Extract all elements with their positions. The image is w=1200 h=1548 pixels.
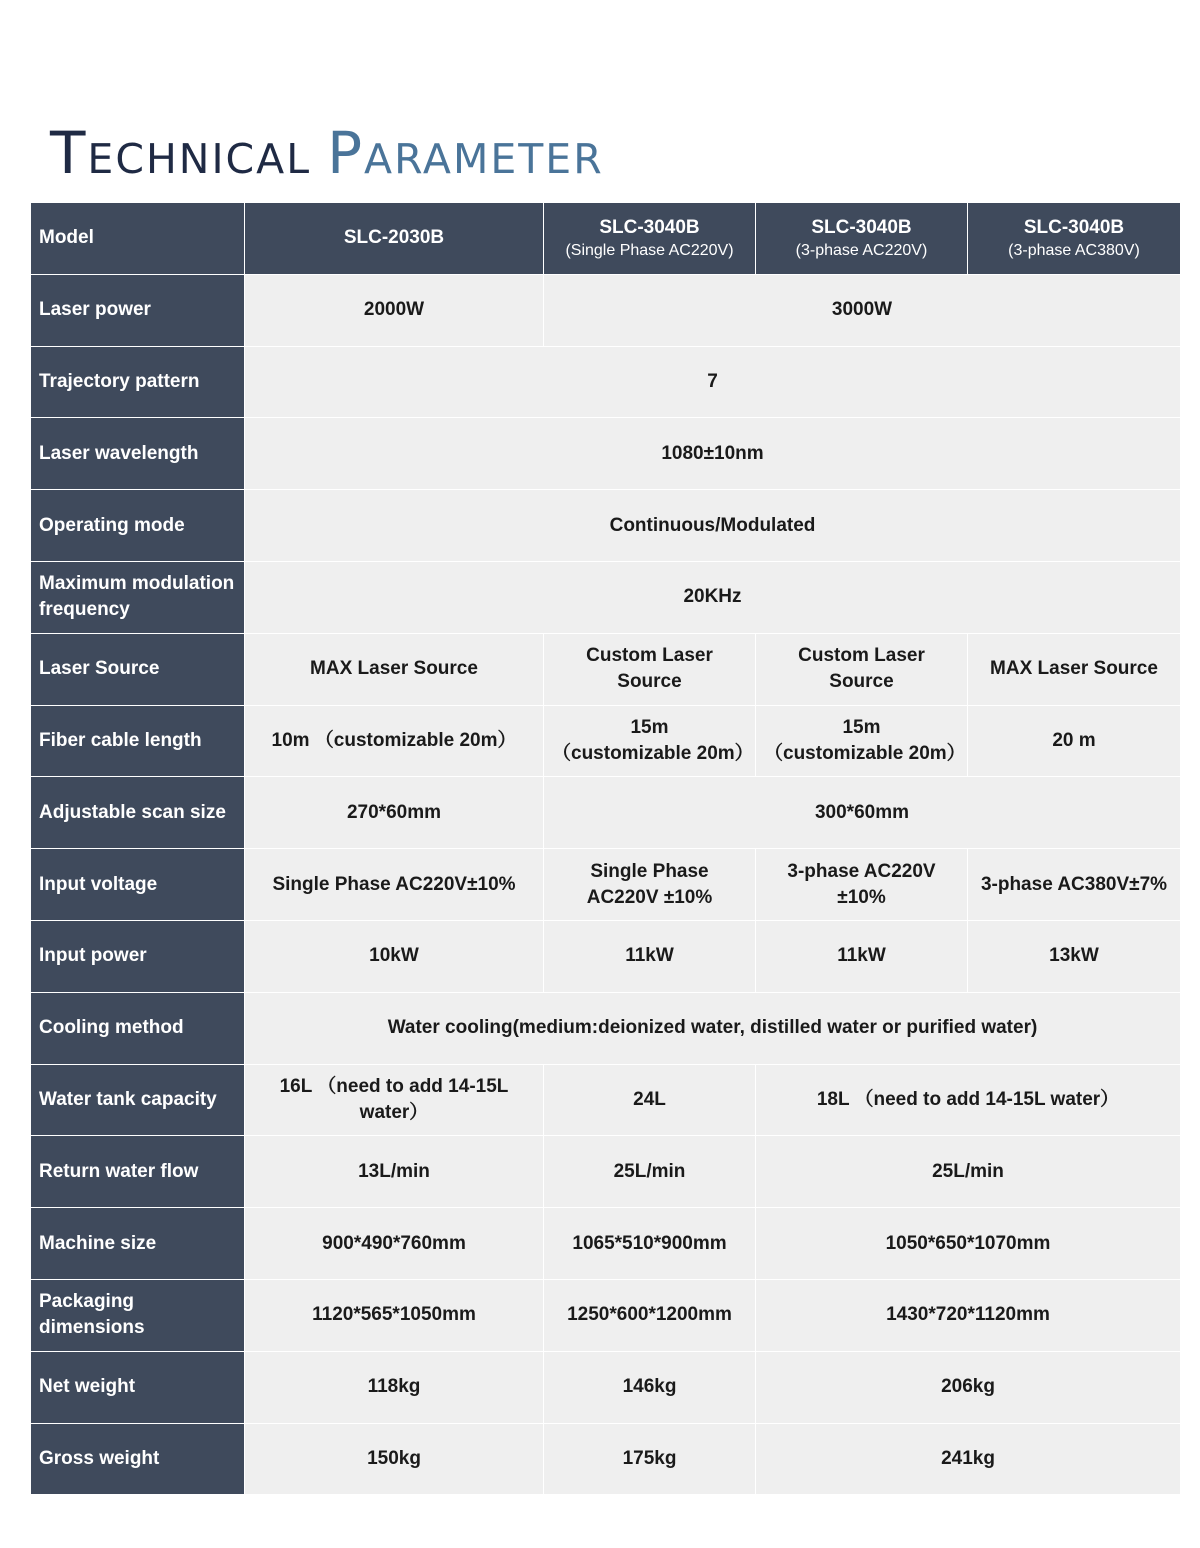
- table-row: [31, 1279, 1181, 1351]
- value-cell: [756, 1136, 1181, 1208]
- table-row: [31, 705, 1181, 777]
- value-text: 13kW: [1049, 945, 1099, 967]
- model-header-row: [31, 203, 1181, 275]
- value-cell: [544, 777, 1181, 849]
- value-text: 175kg: [622, 1447, 677, 1469]
- value-text: 300*60mm: [814, 801, 910, 823]
- value-text: 2000W: [363, 299, 425, 321]
- value-text: Single Phase AC220V±10%: [272, 873, 516, 895]
- value-cell: [756, 1423, 1181, 1495]
- row-label: Fiber cable length: [31, 705, 245, 777]
- value-text: Custom Laser Source: [586, 645, 713, 693]
- value-text-line2: （customizable 20m）: [552, 742, 754, 764]
- value-text: 1065*510*900mm: [572, 1232, 727, 1254]
- value-text: 11kW: [837, 945, 886, 967]
- value-cell: [245, 1351, 544, 1423]
- row-label: Cooling method: [31, 992, 245, 1064]
- value-text: MAX Laser Source: [310, 658, 478, 680]
- value-cell: [756, 920, 968, 992]
- value-text-line2: AC220V ±10%: [586, 886, 713, 908]
- value-text: 1120*565*1050mm: [312, 1304, 476, 1326]
- value-cell: [756, 1064, 1181, 1136]
- row-label: Packaging dimensions: [31, 1279, 245, 1351]
- value-text: Custom Laser Source: [798, 645, 925, 693]
- value-cell: [245, 561, 1181, 633]
- value-text: 146kg: [622, 1376, 677, 1398]
- value-cell: [544, 920, 756, 992]
- value-text: 15m: [842, 716, 881, 738]
- value-cell: [245, 633, 544, 705]
- value-text: 3-phase AC380V±7%: [980, 873, 1168, 895]
- value-text: 241kg: [941, 1447, 995, 1469]
- value-cell: [245, 490, 1181, 562]
- value-text: 24L: [633, 1088, 666, 1110]
- row-label: Operating mode: [31, 490, 245, 562]
- value-text: 900*490*760mm: [322, 1232, 466, 1254]
- value-cell: [756, 705, 968, 777]
- value-cell: [968, 920, 1181, 992]
- technical-parameter-table: [30, 202, 1181, 1495]
- value-text: 1050*650*1070mm: [885, 1232, 1051, 1254]
- page-title: [50, 118, 604, 188]
- table-row: [31, 633, 1181, 705]
- row-label: Input power: [31, 920, 245, 992]
- value-text: 270*60mm: [346, 801, 442, 823]
- value-cell: [544, 1208, 756, 1280]
- value-cell: [245, 1423, 544, 1495]
- table-row: [31, 561, 1181, 633]
- value-text: 13L/min: [358, 1160, 430, 1182]
- row-label: Laser wavelength: [31, 418, 245, 490]
- table-row: [31, 418, 1181, 490]
- value-text: 20 m: [1052, 729, 1096, 751]
- value-text: MAX Laser Source: [990, 658, 1158, 680]
- value-text: Continuous/Modulated: [609, 514, 816, 536]
- value-cell: [245, 346, 1181, 418]
- value-cell: [245, 1208, 544, 1280]
- table-row: [31, 1423, 1181, 1495]
- value-cell: [245, 1279, 544, 1351]
- row-label: Input voltage: [31, 849, 245, 921]
- value-cell: [756, 1279, 1181, 1351]
- value-text: 1430*720*1120mm: [886, 1304, 1050, 1326]
- value-cell: [544, 705, 756, 777]
- table-row: [31, 274, 1181, 346]
- title-word-technical: Technical: [50, 119, 312, 187]
- value-cell: [544, 1136, 756, 1208]
- value-text: 25L/min: [932, 1160, 1004, 1182]
- row-label: Maximum modulation frequency: [31, 561, 245, 633]
- value-cell: [544, 274, 1181, 346]
- row-label: Gross weight: [31, 1423, 245, 1495]
- model-header: [968, 203, 1181, 275]
- value-text: 206kg: [941, 1376, 995, 1398]
- model-name: SLC-3040B: [599, 217, 700, 239]
- value-text: 11kW: [625, 945, 674, 967]
- table-row: [31, 920, 1181, 992]
- value-cell: [544, 1351, 756, 1423]
- value-text: 150kg: [367, 1447, 421, 1469]
- value-cell: [544, 1423, 756, 1495]
- value-text-line2: （customizable 20m）: [764, 742, 966, 764]
- model-name: SLC-3040B: [811, 217, 912, 239]
- value-cell: [756, 1208, 1181, 1280]
- table-row: [31, 1064, 1181, 1136]
- spec-rows: [31, 274, 1181, 1495]
- value-text: 1250*600*1200mm: [567, 1304, 732, 1326]
- model-name: SLC-3040B: [1023, 217, 1125, 239]
- row-label: Water tank capacity: [31, 1064, 245, 1136]
- title-word-parameter: Parameter: [327, 119, 604, 187]
- value-text: Water cooling(medium:deionized water, distilled water or purified water): [387, 1017, 1038, 1039]
- row-label: Adjustable scan size: [31, 777, 245, 849]
- value-cell: [245, 920, 544, 992]
- value-cell: [245, 992, 1181, 1064]
- model-variant: (Single Phase AC220V): [565, 242, 734, 260]
- value-cell: [544, 633, 756, 705]
- row-label: Laser power: [31, 274, 245, 346]
- value-cell: [544, 849, 756, 921]
- value-cell: [245, 418, 1181, 490]
- table-row: [31, 1351, 1181, 1423]
- model-name: SLC-2030B: [343, 227, 445, 249]
- value-cell: [245, 849, 544, 921]
- value-text: 18L （need to add 14-15L water）: [816, 1088, 1120, 1110]
- table-row: [31, 490, 1181, 562]
- model-label: Model: [31, 203, 245, 275]
- value-cell: [968, 633, 1181, 705]
- value-text: 25L/min: [613, 1160, 686, 1182]
- table-row: [31, 992, 1181, 1064]
- row-label: Trajectory pattern: [31, 346, 245, 418]
- value-cell: [544, 1064, 756, 1136]
- model-header: [245, 203, 544, 275]
- table-row: [31, 777, 1181, 849]
- model-header: [756, 203, 968, 275]
- value-text: 10m （customizable 20m）: [271, 729, 517, 751]
- value-cell: [245, 1136, 544, 1208]
- value-text: 10kW: [369, 945, 419, 967]
- value-text: 15m: [630, 716, 669, 738]
- model-variant: (3-phase AC220V): [795, 242, 928, 260]
- row-label: Return water flow: [31, 1136, 245, 1208]
- value-cell: [756, 849, 968, 921]
- value-cell: [245, 705, 544, 777]
- value-text: 16L （need to add 14-15L water）: [279, 1075, 509, 1123]
- table-row: [31, 1208, 1181, 1280]
- table-row: [31, 849, 1181, 921]
- row-label: Laser Source: [31, 633, 245, 705]
- value-cell: [245, 777, 544, 849]
- value-cell: [245, 1064, 544, 1136]
- value-text: 3000W: [831, 299, 893, 321]
- value-text: 1080±10nm: [661, 442, 764, 464]
- value-cell: [968, 849, 1181, 921]
- table-row: [31, 1136, 1181, 1208]
- value-cell: [968, 705, 1181, 777]
- value-text: Single Phase: [590, 860, 709, 882]
- value-cell: [756, 1351, 1181, 1423]
- model-variant: (3-phase AC380V): [1008, 242, 1140, 260]
- value-text: 20KHz: [683, 586, 742, 608]
- value-text: 118kg: [367, 1376, 421, 1398]
- model-header: [544, 203, 756, 275]
- value-text: 3-phase AC220V ±10%: [787, 860, 936, 908]
- value-cell: [245, 274, 544, 346]
- value-cell: [544, 1279, 756, 1351]
- table-row: [31, 346, 1181, 418]
- value-cell: [756, 633, 968, 705]
- row-label: Net weight: [31, 1351, 245, 1423]
- value-text: 7: [707, 370, 718, 392]
- row-label: Machine size: [31, 1208, 245, 1280]
